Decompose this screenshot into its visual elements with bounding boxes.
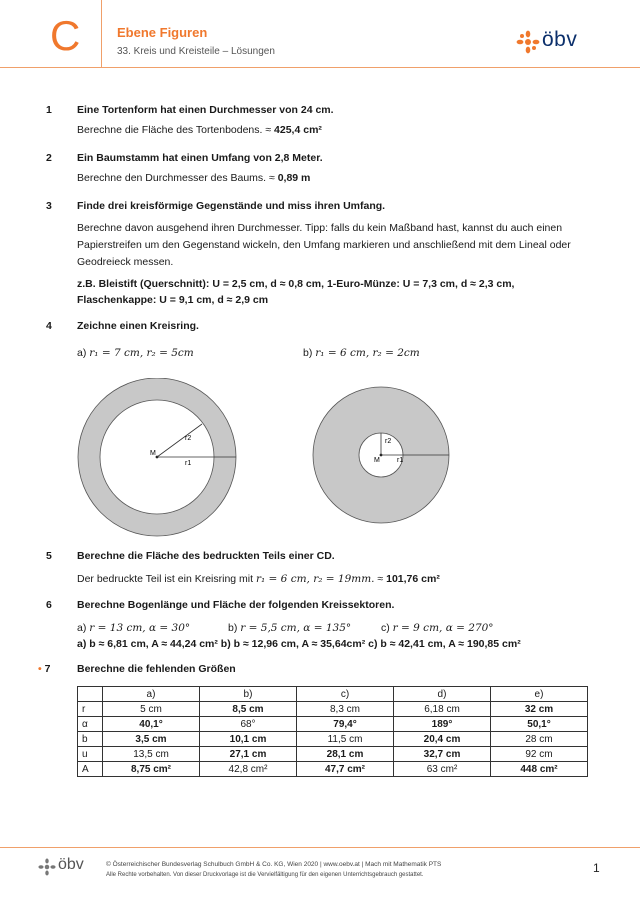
table-cell: 42,8 cm² xyxy=(200,762,297,777)
table-row xyxy=(78,702,588,717)
table-row xyxy=(78,717,588,732)
annulus-b xyxy=(311,386,451,526)
task-number xyxy=(38,663,50,675)
table-row xyxy=(78,732,588,747)
label-prefix: b) xyxy=(303,347,316,359)
table-cell: 8,3 cm xyxy=(297,702,394,717)
task-number: 3 xyxy=(46,200,52,212)
table-cell: 27,1 cm xyxy=(200,747,297,762)
table-cell: 6,18 cm xyxy=(394,702,491,717)
task-number: 1 xyxy=(46,104,52,116)
table-header-cell: c) xyxy=(297,687,394,702)
table-header-cell: e) xyxy=(491,687,588,702)
page-number: 1 xyxy=(593,861,600,875)
table-cell: 13,5 cm xyxy=(103,747,200,762)
row-label: b xyxy=(78,732,103,747)
row-label: α xyxy=(78,717,103,732)
annulus-a xyxy=(77,378,237,538)
table-cell: 63 cm² xyxy=(394,762,491,777)
sector-b xyxy=(228,620,378,637)
task-number-value: 7 xyxy=(44,663,51,675)
row-label: u xyxy=(78,747,103,762)
table-row xyxy=(78,762,588,777)
footer-rule xyxy=(0,847,640,848)
header-rule xyxy=(0,67,640,68)
task-answer: 101,76 cm² xyxy=(386,573,440,585)
table-cell: 50,1° xyxy=(491,717,588,732)
table-cell: 8,75 cm² xyxy=(103,762,200,777)
table-cell: 32 cm xyxy=(491,702,588,717)
table-cell: 5 cm xyxy=(103,702,200,717)
table-header-cell: d) xyxy=(394,687,491,702)
table-header-cell xyxy=(78,687,103,702)
page-title: Ebene Figuren xyxy=(117,25,208,40)
logo-text: öbv xyxy=(542,28,578,51)
formula: r₁ = 7 cm, r₂ = 5cm xyxy=(89,347,194,359)
rights-line: Alle Rechte vorbehalten. Von dieser Druckvorlage ist die Vervielfältigung für den eigenen Unterrichtsgebrauch gestattet. xyxy=(106,872,424,878)
star-icon xyxy=(38,858,56,876)
task-answer: a) b ≈ 6,81 cm, A ≈ 44,24 cm² b) b ≈ 12,96 cm, A ≈ 35,64cm² c) b ≈ 42,41 cm, A ≈ 190,85 cm² xyxy=(77,638,521,650)
task-text xyxy=(77,122,597,139)
approx-sign: ≈ xyxy=(374,573,387,585)
task-prompt: Berechne die Fläche des Tortenbodens. ≈ xyxy=(77,124,275,136)
task-text xyxy=(77,571,597,588)
table-cell: 40,1° xyxy=(103,717,200,732)
ring-b-label xyxy=(303,345,563,362)
table-cell: 92 cm xyxy=(491,747,588,762)
table-cell: 448 cm² xyxy=(491,762,588,777)
table-cell: 11,5 cm xyxy=(297,732,394,747)
table-cell: 28 cm xyxy=(491,732,588,747)
label-m: M xyxy=(150,450,156,457)
task-number: 6 xyxy=(46,599,52,611)
formula: r = 9 cm, α = 270° xyxy=(392,622,494,634)
formula: r₁ = 6 cm, r₂ = 2cm xyxy=(315,347,420,359)
table-cell: 10,1 cm xyxy=(200,732,297,747)
page-header xyxy=(0,0,640,68)
table-header-row xyxy=(78,687,588,702)
task-prompt: Berechne den Durchmesser des Baums. ≈ xyxy=(77,172,278,184)
table-header-cell: b) xyxy=(200,687,297,702)
task-number: 2 xyxy=(46,152,52,164)
copyright-line: © Österreichischer Bundesverlag Schulbuch GmbH & Co. KG, Wien 2020 | www.oebv.at | Mach mit Mathematik PTS xyxy=(106,861,442,868)
task-prompt: Der bedruckte Teil ist ein Kreisring mit xyxy=(77,573,256,585)
task-question: Berechne die Fläche des bedruckten Teils einer CD. xyxy=(77,550,335,562)
header-divider xyxy=(101,0,102,68)
publisher-logo xyxy=(516,30,596,58)
table-header-cell: a) xyxy=(103,687,200,702)
footer-logo-text: öbv xyxy=(58,856,84,873)
label-prefix: b) xyxy=(228,622,241,634)
table-cell: 28,1 cm xyxy=(297,747,394,762)
table-cell: 32,7 cm xyxy=(394,747,491,762)
table-cell: 3,5 cm xyxy=(103,732,200,747)
label-prefix: c) xyxy=(381,622,393,634)
task-question: Berechne die fehlenden Größen xyxy=(77,663,236,675)
label-r1: r1 xyxy=(397,457,404,464)
formula: r = 13 cm, α = 30° xyxy=(89,622,191,634)
task-text xyxy=(77,170,597,187)
task-question: Ein Baumstamm hat einen Umfang von 2,8 Meter. xyxy=(77,152,323,164)
label-prefix: a) xyxy=(77,622,90,634)
task-question: Berechne Bogenlänge und Fläche der folgenden Kreissektoren. xyxy=(77,599,395,611)
star-icon xyxy=(516,30,540,54)
task-number: 4 xyxy=(46,320,52,332)
task-question: Finde drei kreisförmige Gegenstände und miss ihren Umfang. xyxy=(77,200,386,212)
footer-logo xyxy=(38,858,98,880)
task-answer: 0,89 m xyxy=(277,172,311,184)
task-question: Zeichne einen Kreisring. xyxy=(77,320,199,332)
table-cell: 189° xyxy=(394,717,491,732)
table-cell: 79,4° xyxy=(297,717,394,732)
label-r1: r1 xyxy=(185,460,192,467)
row-label: r xyxy=(78,702,103,717)
formula: r₁ = 6 cm, r₂ = 19mm. xyxy=(255,573,375,585)
chapter-letter: C xyxy=(50,12,81,59)
label-r2: r2 xyxy=(385,438,392,445)
table-cell: 68° xyxy=(200,717,297,732)
task-question: Eine Tortenform hat einen Durchmesser von 24 cm. xyxy=(77,104,334,116)
table-cell: 8,5 cm xyxy=(200,702,297,717)
table-cell: 47,7 cm² xyxy=(297,762,394,777)
label-r2: r2 xyxy=(185,435,192,442)
task-answer: z.B. Bleistift (Querschnitt): U = 2,5 cm, d ≈ 0,8 cm, 1-Euro-Münze: U = 7,3 cm, d ≈ 2,3 cm, xyxy=(77,278,515,290)
sector-c xyxy=(381,620,561,637)
formula: r = 5,5 cm, α = 135° xyxy=(240,622,352,634)
row-label: A xyxy=(78,762,103,777)
task-answer: Flaschenkappe: U = 9,1 cm, d ≈ 2,9 cm xyxy=(77,294,269,306)
page-subtitle: 33. Kreis und Kreisteile – Lösungen xyxy=(117,46,275,57)
label-m: M xyxy=(374,457,380,464)
task-answer: 425,4 cm² xyxy=(274,124,322,136)
solution-table xyxy=(77,686,588,777)
task-number: 5 xyxy=(46,550,52,562)
star-marker: • xyxy=(38,663,42,675)
table-cell: 20,4 cm xyxy=(394,732,491,747)
table-row xyxy=(78,747,588,762)
task-text: Berechne davon ausgehend ihren Durchmesser. Tipp: falls du kein Maßband hast, kannst du auch einen Papierstreifen um den Gegenstand wickeln, den Umfang markieren und anschließend mit dem Lineal oder Geodreieck messen. xyxy=(77,222,571,268)
label-prefix: a) xyxy=(77,347,90,359)
